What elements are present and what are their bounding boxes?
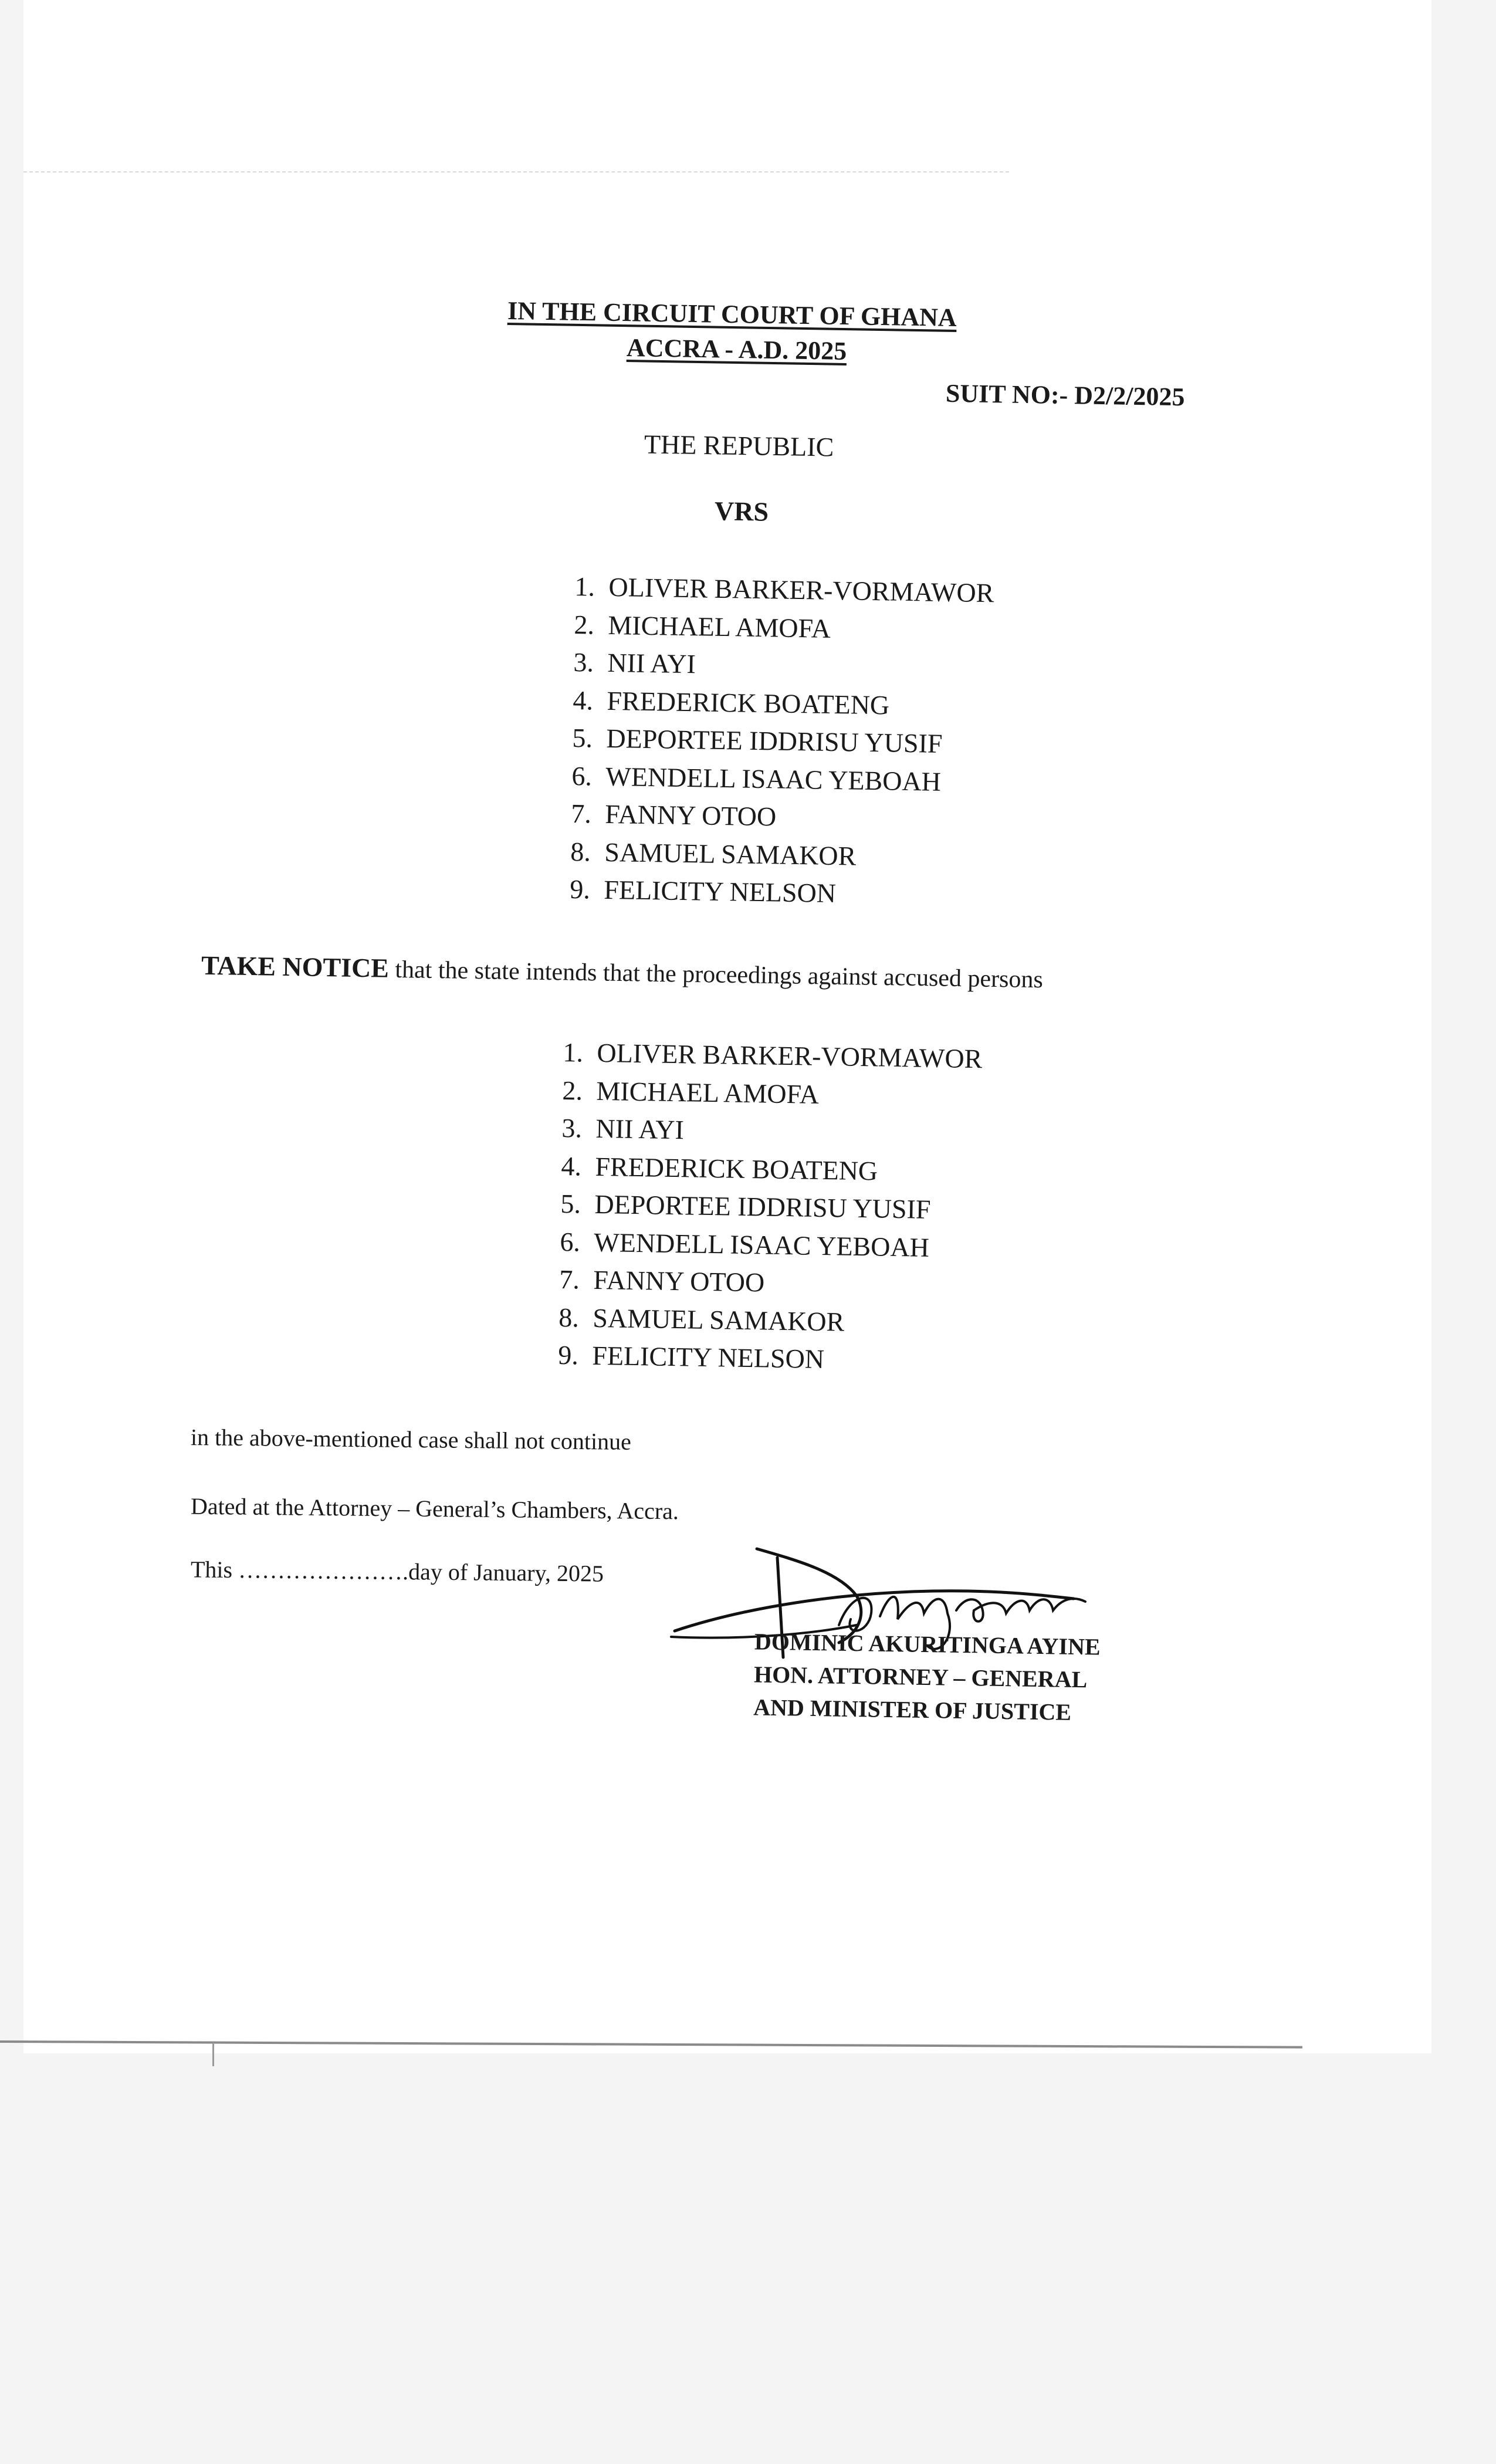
accused-item <box>574 568 994 612</box>
person-number: 2. <box>562 1075 583 1106</box>
accused-number: 5. <box>572 722 593 753</box>
notice-person-item <box>559 1261 979 1305</box>
accused-item <box>571 757 991 801</box>
accused-name: DEPORTEE IDDRISU YUSIF <box>606 723 943 759</box>
accused-name: MICHAEL AMOFA <box>608 610 831 644</box>
accused-item <box>570 832 990 877</box>
notice-person-item <box>560 1185 980 1230</box>
dated-at-text: Dated at the Attorney – General’s Chambers, Accra. <box>190 1492 679 1525</box>
accused-item <box>574 605 994 650</box>
suit-number: SUIT NO:- D2/2/2025 <box>945 378 1185 412</box>
accused-name: FREDERICK BOATENG <box>607 685 890 720</box>
accused-number: 2. <box>574 609 595 640</box>
accused-number: 1. <box>574 571 595 602</box>
accused-name: FANNY OTOO <box>605 798 777 832</box>
accused-name: SAMUEL SAMAKOR <box>604 837 857 871</box>
notice-person-item <box>562 1071 982 1116</box>
person-number: 8. <box>559 1302 580 1332</box>
accused-name: OLIVER BARKER-VORMAWOR <box>608 571 994 608</box>
accused-number: 7. <box>571 798 592 829</box>
person-name: FANNY OTOO <box>593 1264 765 1298</box>
notice-person-item <box>563 1034 983 1078</box>
person-number: 4. <box>561 1150 582 1182</box>
accused-item <box>572 719 992 764</box>
court-location: ACCRA - A.D. 2025 <box>626 333 847 365</box>
person-number: 7. <box>559 1264 580 1295</box>
person-number: 3. <box>561 1112 583 1143</box>
notice-person-item <box>561 1147 981 1192</box>
accused-item <box>570 871 990 915</box>
notice-lead: TAKE NOTICE <box>201 950 390 983</box>
person-name: MICHAEL AMOFA <box>596 1075 820 1109</box>
person-name: FELICITY NELSON <box>591 1340 825 1375</box>
person-number: 6. <box>560 1226 581 1257</box>
court-title: IN THE CIRCUIT COURT OF GHANA <box>507 296 957 333</box>
accused-name: FELICITY NELSON <box>603 874 837 909</box>
accused-name: WENDELL ISAAC YEBOAH <box>605 761 942 797</box>
accused-number: 8. <box>570 836 591 867</box>
person-name: DEPORTEE IDDRISU YUSIF <box>594 1189 931 1224</box>
notice-person-item <box>559 1298 979 1343</box>
notice-person-item <box>560 1223 980 1267</box>
accused-number: 6. <box>571 760 593 791</box>
versus-label: VRS <box>714 496 769 527</box>
person-name: WENDELL ISAAC YEBOAH <box>594 1227 930 1263</box>
accused-list <box>570 568 994 915</box>
notice-persons-list <box>558 1034 983 1381</box>
person-number: 1. <box>563 1037 584 1068</box>
this-day-text: This ………………….day of January, 2025 <box>190 1556 604 1587</box>
signatory-title-2: AND MINISTER OF JUSTICE <box>753 1694 1072 1725</box>
person-number: 5. <box>560 1188 581 1219</box>
accused-number: 4. <box>573 685 594 716</box>
accused-name: NII AYI <box>607 647 696 679</box>
accused-item <box>573 681 993 726</box>
signatory-title-1: HON. ATTORNEY – GENERAL <box>753 1661 1088 1693</box>
person-name: OLIVER BARKER-VORMAWOR <box>597 1037 983 1074</box>
notice-person-item <box>558 1336 978 1381</box>
person-name: FREDERICK BOATENG <box>595 1151 878 1186</box>
notice-person-item <box>561 1109 981 1154</box>
person-name: NII AYI <box>595 1113 685 1145</box>
accused-item <box>573 644 993 688</box>
signatory-name: DOMINIC AKURITINGA AYINE <box>754 1628 1101 1660</box>
page-edge-tick <box>212 2043 214 2066</box>
notice-text: that the state intends that the proceedings against accused persons <box>388 956 1044 994</box>
accused-item <box>571 795 991 840</box>
person-number: 9. <box>557 1339 579 1370</box>
accused-number: 3. <box>573 647 594 678</box>
accused-number: 9. <box>569 874 591 905</box>
person-name: SAMUEL SAMAKOR <box>593 1302 845 1337</box>
prosecutor-name: THE REPUBLIC <box>644 429 834 462</box>
continuation-text: in the above-mentioned case shall not continue <box>190 1424 632 1455</box>
scan-artifact-line <box>23 171 1009 172</box>
signatory-block <box>753 1625 1101 1729</box>
